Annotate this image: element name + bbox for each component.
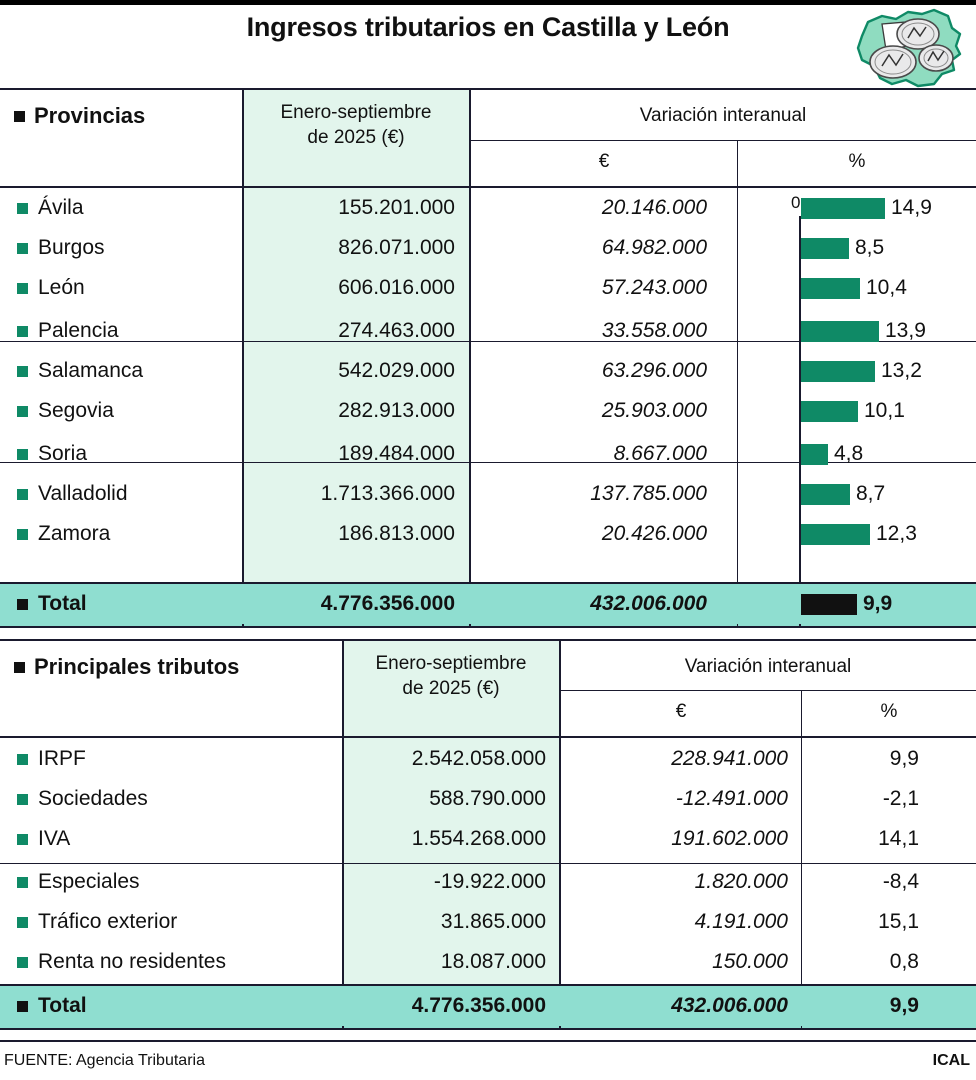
- row-bar: [801, 198, 885, 219]
- row-label: [17, 434, 87, 474]
- amount-header-2: [347, 651, 555, 701]
- row-bar-cell: [799, 584, 976, 624]
- table-row: [0, 942, 976, 982]
- row-bar: [801, 594, 857, 615]
- row-variation-pct: -8,4: [882, 870, 919, 893]
- table-row: [0, 311, 976, 351]
- row-variation-eur: 33.558.000: [601, 319, 707, 342]
- amount-header-line1: Enero-septiembre: [280, 102, 432, 123]
- row-bar-cell: [799, 391, 976, 431]
- row-variation-pct: 8,7: [856, 482, 886, 505]
- row-name: Palencia: [38, 319, 119, 342]
- header-top-rule: [0, 88, 976, 90]
- taxes-header-label: Principales tributos: [34, 654, 240, 679]
- provinces-header: [14, 103, 145, 129]
- table-row: [0, 819, 976, 859]
- subheader-rule-2: [560, 690, 976, 691]
- variation-eur-label-2: €: [675, 701, 687, 722]
- row-bar: [801, 278, 860, 299]
- row-name: Zamora: [38, 522, 111, 545]
- row-name: Sociedades: [38, 787, 148, 810]
- provinces-header-label: Provincias: [34, 103, 146, 128]
- source-note: FUENTE: Agencia Tributaria: [4, 1052, 205, 1069]
- row-name: Total: [38, 994, 87, 1017]
- row-variation-pct: 14,9: [891, 196, 932, 219]
- row-variation-pct: 15,1: [878, 910, 919, 933]
- row-bullet-icon: [17, 203, 28, 214]
- row-variation-eur: 20.426.000: [601, 522, 707, 545]
- row-bullet-icon: [17, 449, 28, 460]
- row-bar: [801, 444, 828, 465]
- subheader-rule: [470, 140, 976, 141]
- row-amount: 274.463.000: [338, 319, 455, 342]
- amount-header: [247, 100, 465, 150]
- row-bar-cell: [799, 228, 976, 268]
- row-bar-cell: [799, 268, 976, 308]
- variation-pct-header: [739, 149, 975, 174]
- row-bullet-icon: [17, 283, 28, 294]
- bar-axis-zero-label: 0: [791, 193, 801, 212]
- row-name: Tráfico exterior: [38, 910, 178, 933]
- row-name: Valladolid: [38, 482, 128, 505]
- row-amount: 4.776.356.000: [320, 592, 455, 615]
- row-variation-pct: 12,3: [876, 522, 917, 545]
- header-top-rule-2: [0, 639, 976, 641]
- row-variation-eur: 64.982.000: [601, 236, 707, 259]
- row-amount: 155.201.000: [338, 196, 455, 219]
- row-label: [17, 188, 84, 228]
- castilla-y-leon-map-icon: [848, 2, 968, 90]
- row-bar-cell: [799, 474, 976, 514]
- header-bottom-rule-2: [0, 736, 976, 738]
- row-bullet-icon: [17, 917, 28, 928]
- row-variation-pct: 9,9: [863, 592, 893, 615]
- table-row: [0, 902, 976, 942]
- row-variation-eur: 1.820.000: [694, 870, 788, 893]
- row-variation-eur: 137.785.000: [590, 482, 707, 505]
- agency-credit: ICAL: [932, 1052, 970, 1069]
- row-variation-eur: 150.000: [712, 950, 788, 973]
- row-variation-pct: 10,4: [866, 276, 907, 299]
- amount-header-2-line1: Enero-septiembre: [375, 653, 527, 674]
- total-row: [0, 986, 976, 1026]
- row-variation-pct: 9,9: [889, 994, 919, 1017]
- row-bar-cell: [799, 188, 976, 228]
- row-variation-eur: 228.941.000: [671, 747, 788, 770]
- table-row: [0, 739, 976, 779]
- top-divider: [0, 0, 976, 5]
- row-name: Ávila: [38, 196, 84, 219]
- row-bullet-icon: [17, 877, 28, 888]
- header-square-icon-2: [14, 662, 25, 673]
- row-label: [17, 391, 114, 431]
- row-amount: 18.087.000: [440, 950, 546, 973]
- total-row: [0, 584, 976, 624]
- variation-group-header-2: [562, 654, 974, 679]
- row-label: [17, 942, 226, 982]
- row-variation-pct: 13,9: [885, 319, 926, 342]
- row-variation-eur: 25.903.000: [601, 399, 707, 422]
- taxes-header: [14, 654, 239, 680]
- row-bar: [801, 524, 870, 545]
- row-amount: 1.554.268.000: [411, 827, 546, 850]
- row-bullet-icon: [17, 754, 28, 765]
- total-bottom-rule-2: [0, 1028, 976, 1030]
- table-row: [0, 779, 976, 819]
- row-bullet-icon: [17, 1001, 28, 1012]
- row-bar: [801, 401, 858, 422]
- row-variation-eur: 432.006.000: [671, 994, 788, 1017]
- row-amount: 186.813.000: [338, 522, 455, 545]
- variation-eur-label: €: [598, 151, 610, 172]
- variation-eur-header: [472, 149, 736, 174]
- row-label: [17, 351, 143, 391]
- row-name: IRPF: [38, 747, 86, 770]
- row-label: [17, 584, 87, 624]
- table-row: [0, 391, 976, 431]
- row-name: IVA: [38, 827, 71, 850]
- row-variation-pct: 14,1: [878, 827, 919, 850]
- row-name: Salamanca: [38, 359, 144, 382]
- row-bullet-icon: [17, 406, 28, 417]
- row-bullet-icon: [17, 794, 28, 805]
- row-variation-pct: 9,9: [889, 747, 919, 770]
- row-variation-eur: 4.191.000: [694, 910, 788, 933]
- row-variation-eur: 63.296.000: [601, 359, 707, 382]
- header-square-icon: [14, 111, 25, 122]
- row-amount: 4.776.356.000: [411, 994, 546, 1017]
- row-label: [17, 514, 110, 554]
- row-amount: 189.484.000: [338, 442, 455, 465]
- row-variation-pct: 0,8: [889, 950, 919, 973]
- table-row: [0, 228, 976, 268]
- row-bar: [801, 484, 850, 505]
- amount-header-line2: de 2025 (€): [307, 127, 405, 148]
- row-variation-pct: 8,5: [855, 236, 885, 259]
- row-bullet-icon: [17, 326, 28, 337]
- variation-group-label: Variación interanual: [639, 105, 807, 126]
- row-variation-eur: 57.243.000: [601, 276, 707, 299]
- variation-group-header: [472, 103, 974, 128]
- row-bullet-icon: [17, 834, 28, 845]
- table-row: [0, 351, 976, 391]
- variation-pct-label: %: [848, 151, 866, 172]
- row-amount: 31.865.000: [440, 910, 546, 933]
- row-bar-cell: [799, 351, 976, 391]
- row-label: [17, 779, 148, 819]
- row-variation-eur: 20.146.000: [601, 196, 707, 219]
- row-label: [17, 819, 70, 859]
- row-variation-pct: 10,1: [864, 399, 905, 422]
- row-variation-pct: 13,2: [881, 359, 922, 382]
- row-amount: 1.713.366.000: [320, 482, 455, 505]
- row-label: [17, 228, 105, 268]
- row-name: Soria: [38, 442, 88, 465]
- row-label: [17, 862, 140, 902]
- row-variation-eur: -12.491.000: [675, 787, 788, 810]
- row-label: [17, 902, 177, 942]
- variation-pct-label-2: %: [880, 701, 898, 722]
- row-variation-pct: 4,8: [834, 442, 864, 465]
- row-bar-cell: [799, 514, 976, 554]
- row-name: León: [38, 276, 85, 299]
- table-row: [0, 188, 976, 228]
- row-bar: [801, 321, 879, 342]
- table-row: [0, 514, 976, 554]
- row-bar-cell: [799, 434, 976, 474]
- row-bullet-icon: [17, 529, 28, 540]
- row-label: [17, 739, 86, 779]
- amount-header-2-line2: de 2025 (€): [402, 678, 500, 699]
- row-label: [17, 474, 128, 514]
- row-bullet-icon: [17, 243, 28, 254]
- row-bar-cell: [799, 311, 976, 351]
- row-amount: 826.071.000: [338, 236, 455, 259]
- row-label: [17, 311, 119, 351]
- table-row: [0, 268, 976, 308]
- variation-eur-header-2: [562, 699, 800, 724]
- row-amount: -19.922.000: [433, 870, 546, 893]
- row-amount: 282.913.000: [338, 399, 455, 422]
- row-bullet-icon: [17, 957, 28, 968]
- variation-group-label-2: Variación interanual: [684, 656, 852, 677]
- page-title: Ingresos tributarios en Castilla y León: [246, 12, 730, 42]
- row-bullet-icon: [17, 366, 28, 377]
- row-amount: 588.790.000: [429, 787, 546, 810]
- row-name: Especiales: [38, 870, 140, 893]
- row-label: [17, 986, 87, 1026]
- row-name: Burgos: [38, 236, 105, 259]
- row-variation-eur: 432.006.000: [590, 592, 707, 615]
- row-name: Total: [38, 592, 87, 615]
- table-row: [0, 862, 976, 902]
- row-bullet-icon: [17, 489, 28, 500]
- row-variation-eur: 191.602.000: [671, 827, 788, 850]
- row-amount: 2.542.058.000: [411, 747, 546, 770]
- footer-rule: [0, 1040, 976, 1042]
- table-row: [0, 434, 976, 474]
- row-bar: [801, 361, 875, 382]
- row-amount: 542.029.000: [338, 359, 455, 382]
- total-bottom-rule: [0, 626, 976, 628]
- row-amount: 606.016.000: [338, 276, 455, 299]
- variation-pct-header-2: [803, 699, 975, 724]
- row-name: Renta no residentes: [38, 950, 226, 973]
- row-name: Segovia: [38, 399, 114, 422]
- row-variation-pct: -2,1: [882, 787, 919, 810]
- row-label: [17, 268, 85, 308]
- row-variation-eur: 8.667.000: [613, 442, 707, 465]
- table-row: [0, 474, 976, 514]
- row-bullet-icon: [17, 599, 28, 610]
- row-bar: [801, 238, 849, 259]
